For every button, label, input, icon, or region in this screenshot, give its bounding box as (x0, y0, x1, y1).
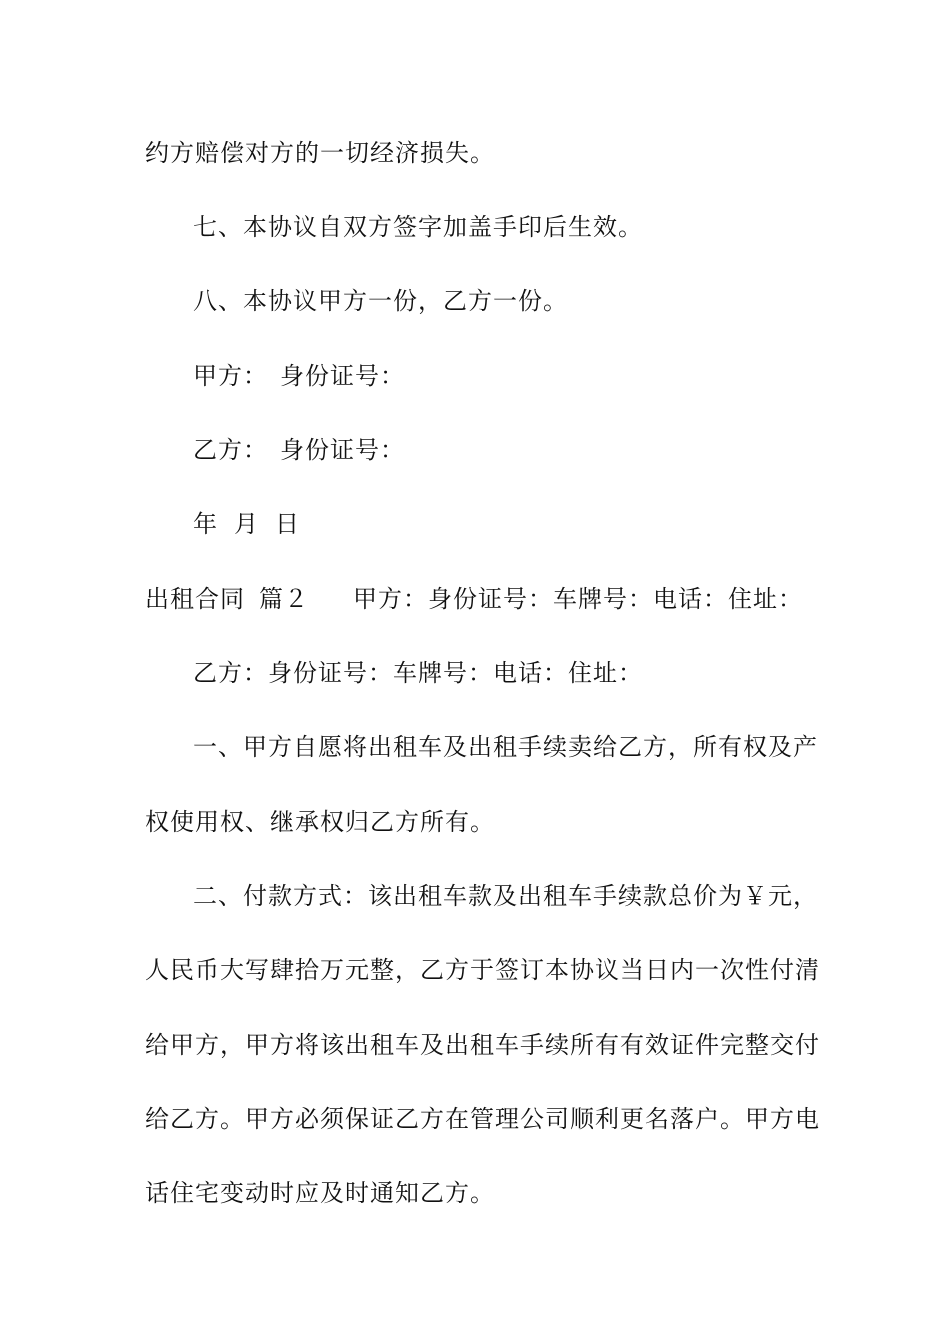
clause-2-line-5: 话住宅变动时应及时通知乙方。 (145, 1179, 495, 1207)
party-a-label: 甲方： (193, 362, 268, 390)
date-line (193, 508, 863, 540)
clause-2-line-3: 给甲方，甲方将该出租车及出租车手续所有有效证件完整交付 (145, 1031, 820, 1059)
clause-8: 八、本协议甲方一份，乙方一份。 (193, 287, 568, 315)
clause-7: 七、本协议自双方签字加盖手印后生效。 (193, 213, 643, 241)
clause-1-line-2: 权使用权、继承权归乙方所有。 (145, 808, 495, 836)
clause-2-line-1: 二、付款方式：该出租车款及出租车手续款总价为￥元， (193, 882, 818, 910)
contract-title: 出租合同 (145, 585, 245, 613)
party-a-signature-line (193, 360, 863, 392)
party-b-label: 乙方： (193, 436, 268, 464)
paragraph-line: 约方赔偿对方的一切经济损失。 (145, 139, 495, 167)
clause-1-line-1: 一、甲方自愿将出租车及出租手续卖给乙方，所有权及产 (193, 733, 818, 761)
party-b-id-label: 身份证号： (280, 436, 405, 464)
clause-2-line-4: 给乙方。甲方必须保证乙方在管理公司顺利更名落户。甲方电 (145, 1105, 820, 1133)
year-label: 年 (193, 510, 218, 538)
month-label: 月 (234, 510, 259, 538)
contract-heading-line (145, 583, 815, 615)
clause-2-line-2: 人民币大写肆拾万元整，乙方于签订本协议当日内一次性付清 (145, 956, 820, 984)
day-label: 日 (275, 510, 300, 538)
party-a-info: 甲方：身份证号：车牌号：电话：住址： (353, 585, 803, 613)
party-a-id-label: 身份证号： (280, 362, 405, 390)
party-b-info: 乙方：身份证号：车牌号：电话：住址： (193, 659, 643, 687)
party-b-signature-line (193, 434, 863, 466)
contract-section-number: 篇２ (259, 585, 309, 613)
